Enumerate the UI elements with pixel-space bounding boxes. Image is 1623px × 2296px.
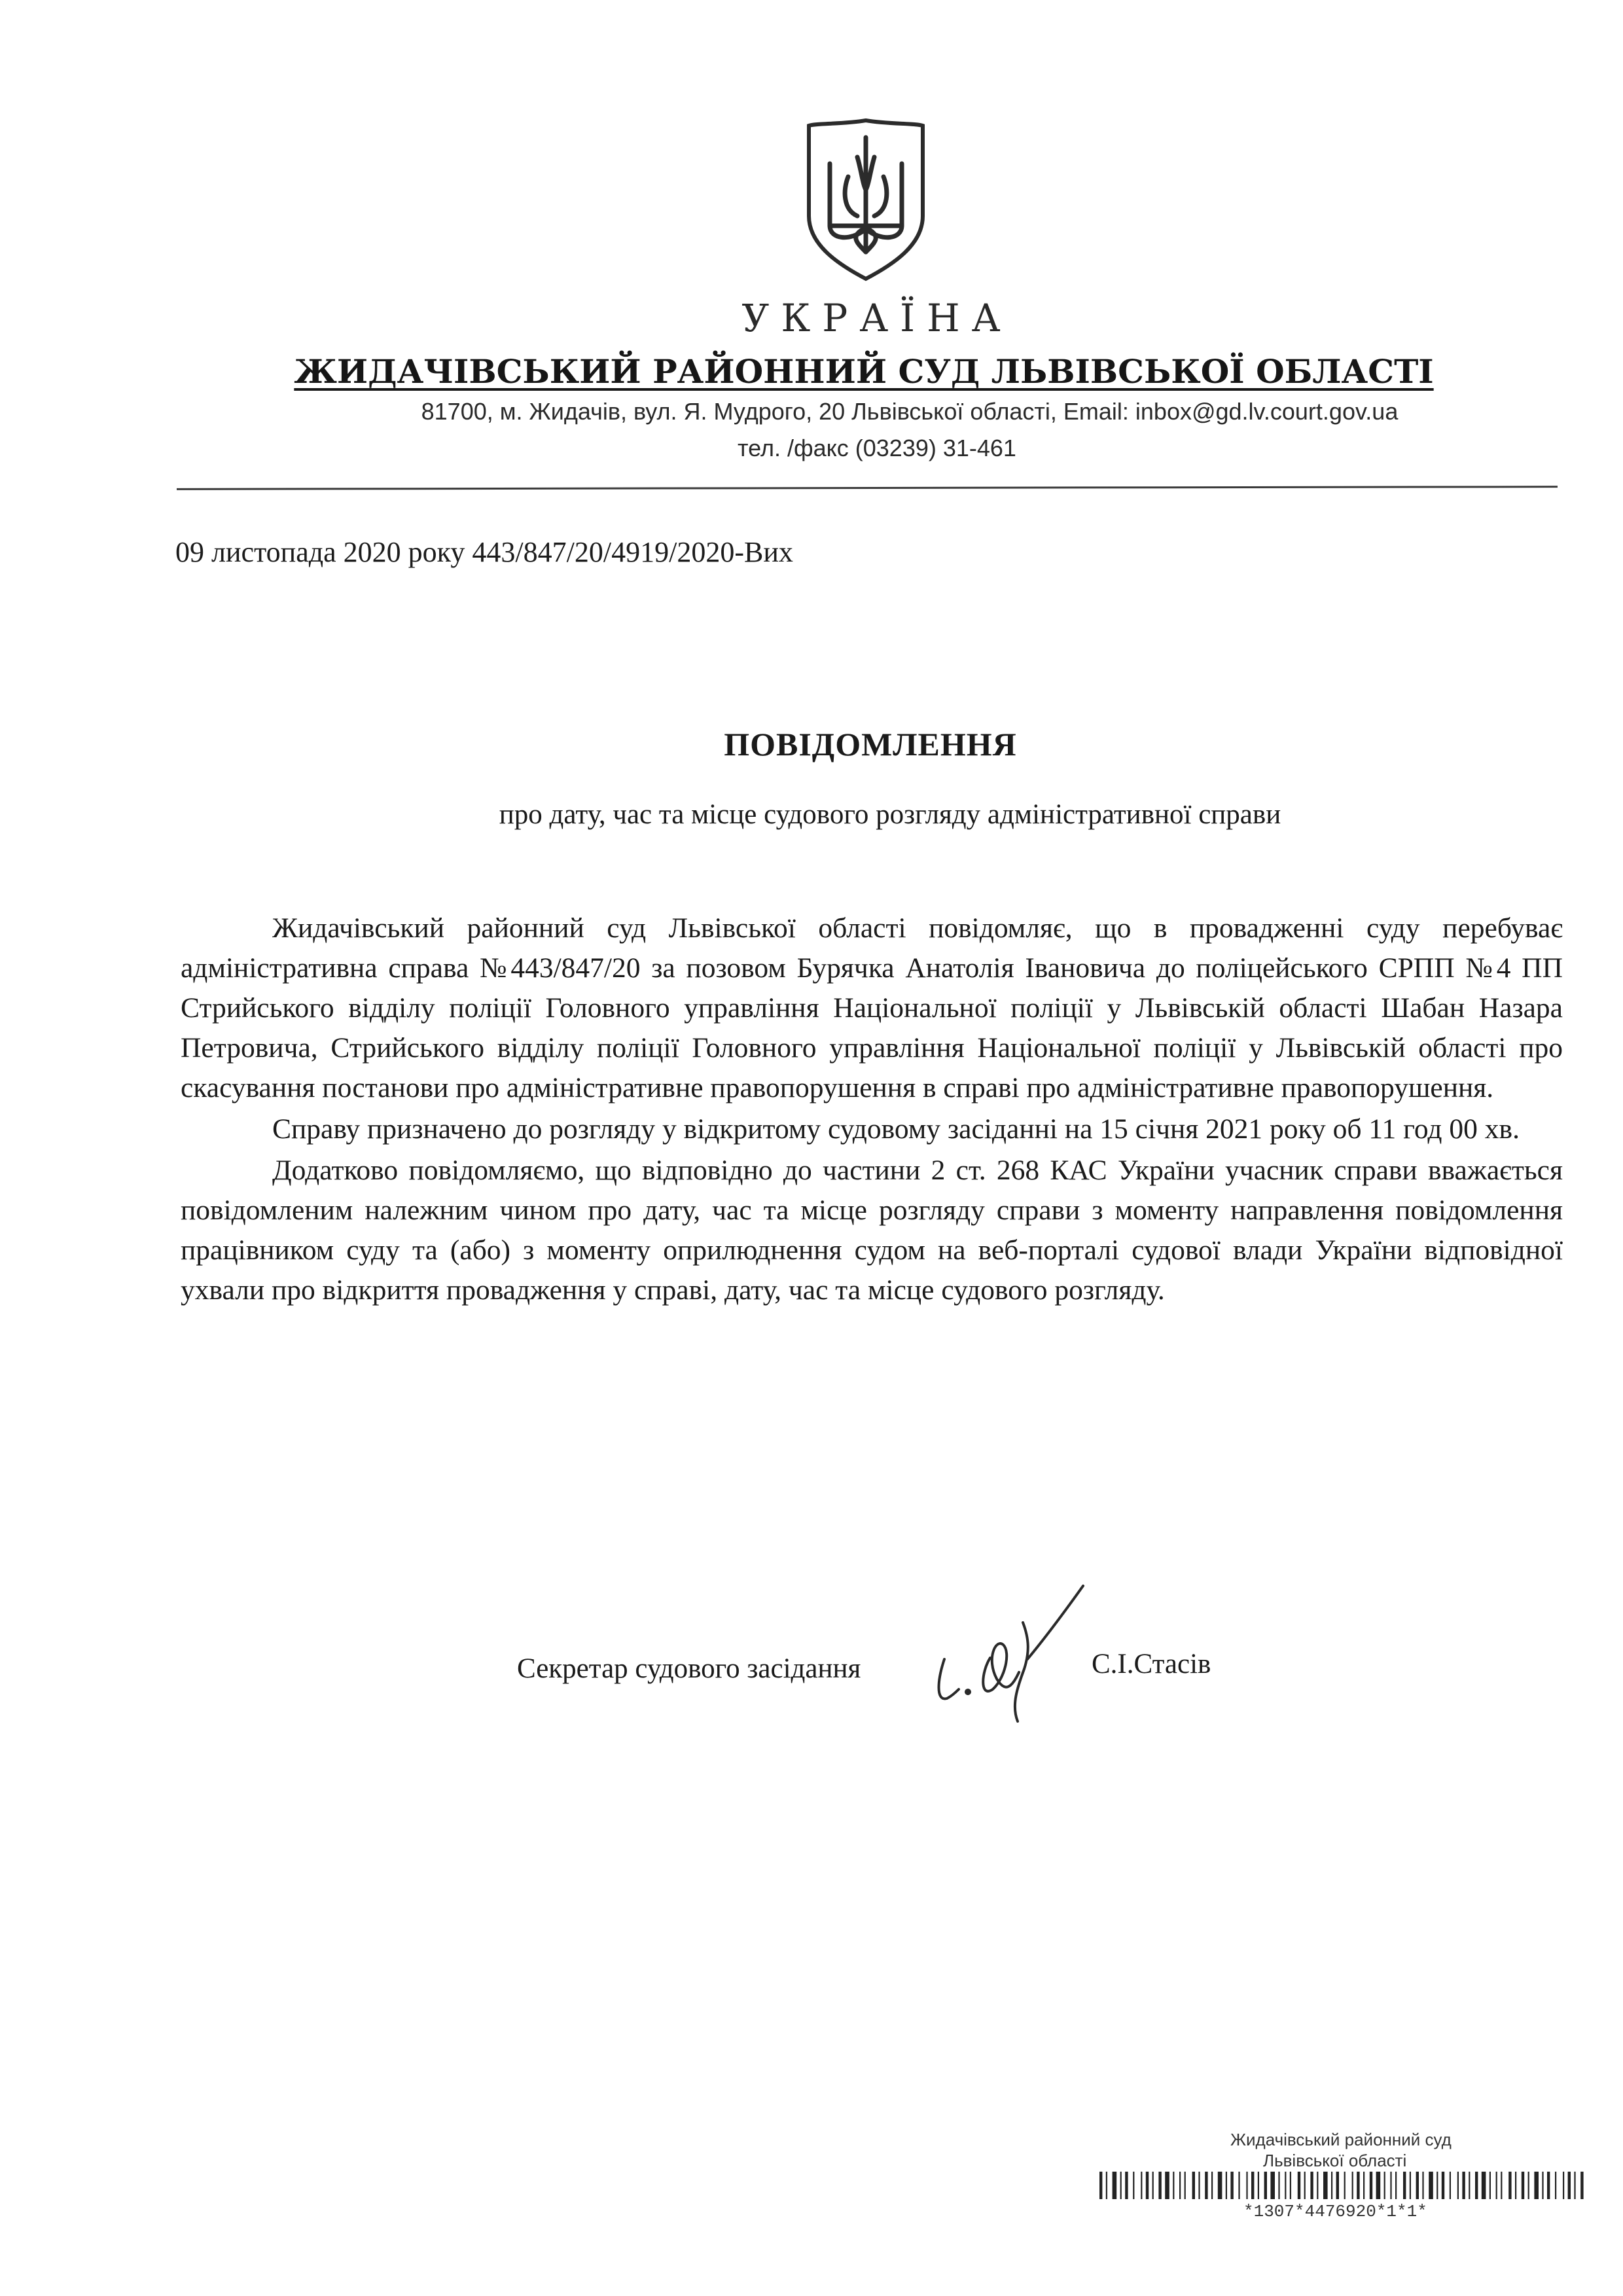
barcode-bar (1501, 2172, 1502, 2199)
registry-stamp-region: Львівської області (1263, 2151, 1407, 2170)
barcode-bar (1198, 2172, 1200, 2199)
barcode-bar (1218, 2172, 1222, 2199)
barcode-bar (1285, 2172, 1286, 2199)
document-body (181, 908, 1563, 1312)
barcode-bar (1352, 2172, 1353, 2199)
barcode-bar (1238, 2172, 1240, 2199)
barcode-bar (1482, 2172, 1486, 2199)
barcode-bar (1205, 2172, 1207, 2199)
barcode-bar (1563, 2172, 1564, 2199)
barcode-bar (1508, 2172, 1511, 2199)
barcode-bar (1376, 2172, 1381, 2199)
barcode-bar (1422, 2172, 1423, 2199)
country-heading: УКРАЇНА (741, 296, 1012, 340)
signatory-title: Секретар судового засідання (517, 1653, 861, 1684)
barcode-bar (1542, 2172, 1543, 2199)
barcode-bar (1106, 2172, 1107, 2199)
barcode-bar (1547, 2172, 1550, 2199)
barcode-bar (1141, 2172, 1142, 2199)
barcode-bar (1357, 2172, 1359, 2199)
barcode-bar (1331, 2172, 1332, 2199)
body-paragraph: Додатково повідомляємо, що відповідно до частини 2 ст. 268 КАС України учасник справи вважається повідомленим належним чином про дату, час та місце розгляду справи з моменту направлення повідомлення працівником суду та (або) з моменту оприлюднення судом на веб-порталі судової влади України відповідної ухвали про відкриття провадження у справі, дату, час та місце судового розгляду. (181, 1155, 1563, 1306)
barcode-bar (1568, 2172, 1571, 2199)
barcode-bar (1133, 2172, 1134, 2199)
outgoing-reference: 09 листопада 2020 року 443/847/20/4919/2020-Вих (175, 536, 793, 568)
barcode-bar (1125, 2172, 1128, 2199)
barcode-bar (1534, 2172, 1539, 2199)
document-subtitle: про дату, час та місце судового розгляду адміністративної справи (499, 799, 1281, 830)
barcode-bar (1410, 2172, 1411, 2199)
barcode-number: *1307*4476920*1*1* (1243, 2202, 1427, 2221)
barcode-bar (1580, 2172, 1583, 2199)
court-address: 81700, м. Жидачів, вул. Я. Мудрого, 20 Львівської області, Email: inbox@gd.lv.court.gov.ua (421, 398, 1399, 425)
barcode-bar (1310, 2172, 1313, 2199)
barcode-bar (1384, 2172, 1385, 2199)
barcode-bar (1469, 2172, 1470, 2199)
barcode-bar (1165, 2172, 1169, 2199)
barcode-bar (1442, 2172, 1444, 2199)
document-title: ПОВІДОМЛЕННЯ (724, 726, 1017, 762)
barcode-bar (1158, 2172, 1161, 2199)
barcode-bar (1450, 2172, 1451, 2199)
signatory-name: С.І.Стасів (1092, 1649, 1211, 1679)
barcode-bar (1457, 2172, 1459, 2199)
barcode-bar (1211, 2172, 1213, 2199)
registry-stamp-court: Жидачівський районний суд (1230, 2130, 1452, 2149)
court-name-heading: ЖИДАЧІВСЬКИЙ РАЙОННИЙ СУД ЛЬВІВСЬКОЇ ОБЛАСТІ (294, 352, 1434, 391)
barcode-bar (1555, 2172, 1556, 2199)
barcode-bar (1370, 2172, 1372, 2199)
barcode-bar (1226, 2172, 1227, 2199)
barcode-bar (1264, 2172, 1267, 2199)
body-paragraph: Жидачівський районний суд Львівської області повідомляє, що в провадженні суду перебуває адміністративна справа №443/847/20 за позовом Бурячка Анатолія Івановича до поліцейського СРПП №4 ПП Стрийського відділу поліції Головного управління Національної поліції у Львівській області Шабан Назара Петровича, Стрийського відділу поліції Головного управління Національної поліції у Львівській області про скасування постанови про адміністративне правопорушення в справі про адміністративне правопорушення. (181, 912, 1563, 1103)
barcode-bar (1416, 2172, 1419, 2199)
barcode-bar (1436, 2172, 1438, 2199)
barcode-bar (1528, 2172, 1529, 2199)
barcode-bar (1173, 2172, 1174, 2199)
barcode-bar (1475, 2172, 1478, 2199)
barcode-bar (1298, 2172, 1300, 2199)
barcode-bar (1192, 2172, 1195, 2199)
court-phone: тел. /факс (03239) 31-461 (738, 435, 1016, 461)
barcode (1099, 2172, 1584, 2199)
barcode-bar (1317, 2172, 1318, 2199)
barcode-bar (1152, 2172, 1154, 2199)
barcode-bar (1120, 2172, 1122, 2199)
body-paragraph: Справу призначено до розгляду у відкритому судовому засіданні на 15 січня 2021 року об 11 год 00 хв. (272, 1113, 1520, 1145)
barcode-bar (1515, 2172, 1516, 2199)
barcode-bar (1344, 2172, 1346, 2199)
barcode-bar (1390, 2172, 1391, 2199)
barcode-bar (1489, 2172, 1491, 2199)
barcode-bar (1146, 2172, 1149, 2199)
barcode-bar (1462, 2172, 1465, 2199)
barcode-bar (1323, 2172, 1328, 2199)
barcode-bar (1230, 2172, 1233, 2199)
barcode-bar (1179, 2172, 1181, 2199)
barcode-bar (1336, 2172, 1339, 2199)
header-divider (177, 486, 1558, 490)
trident-emblem-icon (804, 118, 928, 281)
barcode-bar (1258, 2172, 1259, 2199)
barcode-bar (1113, 2172, 1117, 2199)
barcode-bar (1185, 2172, 1186, 2199)
barcode-bar (1278, 2172, 1279, 2199)
barcode-bar (1395, 2172, 1397, 2199)
barcode-bar (1496, 2172, 1497, 2199)
barcode-bar (1304, 2172, 1306, 2199)
barcode-bar (1403, 2172, 1406, 2199)
barcode-bar (1251, 2172, 1254, 2199)
barcode-bar (1099, 2172, 1102, 2199)
barcode-bar (1270, 2172, 1275, 2199)
barcode-bar (1246, 2172, 1247, 2199)
barcode-bar (1363, 2172, 1364, 2199)
barcode-bar (1429, 2172, 1433, 2199)
barcode-bar (1574, 2172, 1575, 2199)
barcode-bar (1290, 2172, 1291, 2199)
handwritten-signature (913, 1574, 1109, 1731)
barcode-bar (1522, 2172, 1524, 2199)
